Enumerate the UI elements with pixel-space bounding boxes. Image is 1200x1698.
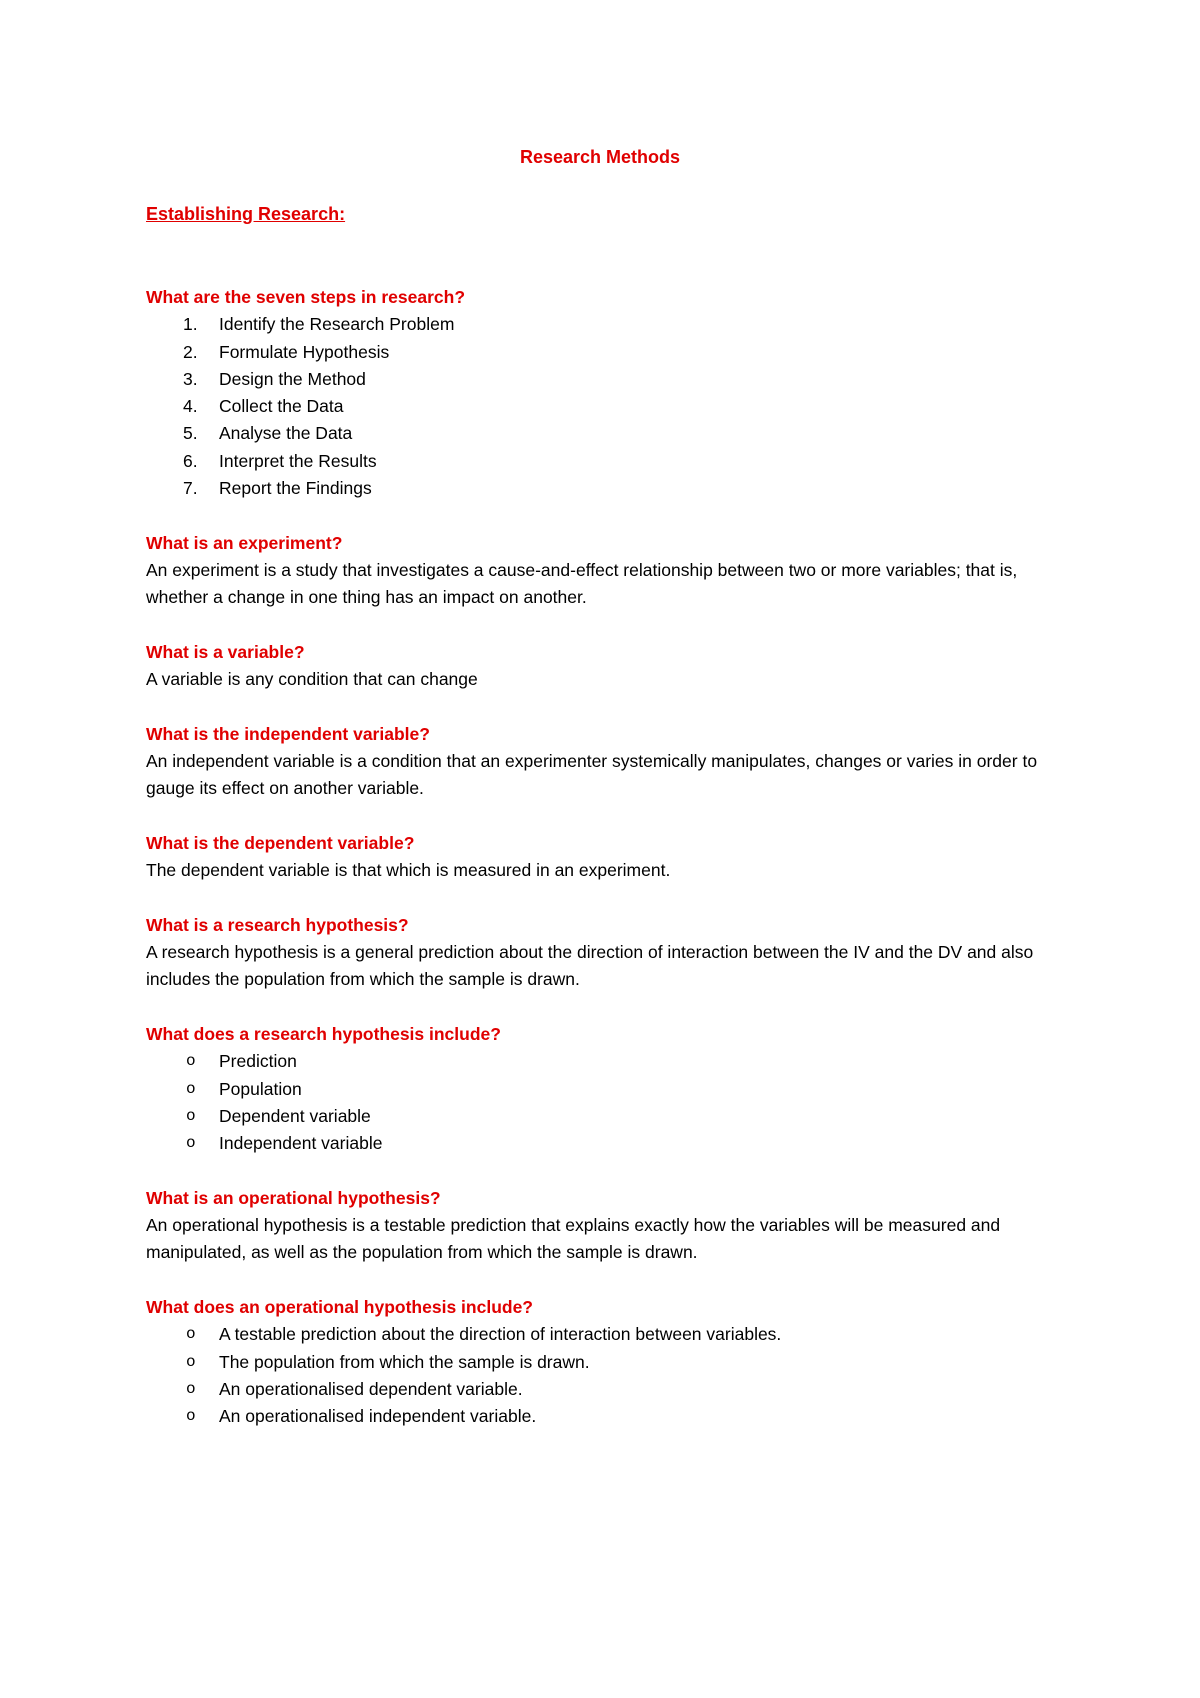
bullet-marker: o (186, 1407, 196, 1426)
question-heading: What are the seven steps in research? (146, 287, 466, 307)
spacer (146, 1267, 1056, 1294)
list-item (146, 1130, 1056, 1157)
bullet-marker: o (186, 1352, 196, 1371)
list-item-text: An operationalised dependent variable. (219, 1378, 523, 1399)
list-item (146, 1403, 1056, 1430)
list-item-text: Formulate Hypothesis (219, 341, 390, 362)
answer-paragraph: An operational hypothesis is a testable prediction that explains exactly how the variables will be measured and manipulated, as well as the population from which the sample is drawn. (146, 1215, 1001, 1263)
list-item (146, 475, 1056, 502)
question-heading: What is a variable? (146, 641, 305, 662)
bullet-marker: o (186, 1052, 196, 1071)
list-number: 1. (183, 314, 198, 335)
list-item-text: An operationalised independent variable. (219, 1406, 537, 1427)
list-item (146, 393, 1056, 420)
list-item-text: A testable prediction about the direction of interaction between variables. (219, 1324, 782, 1345)
list-item (146, 1349, 1056, 1376)
list-number: 6. (183, 450, 198, 471)
list-item-text: Prediction (219, 1051, 297, 1072)
bullet-marker: o (186, 1325, 196, 1344)
list-item (146, 366, 1056, 393)
spacer (146, 885, 1056, 912)
question-heading: What does a research hypothesis include? (146, 1024, 501, 1045)
spacer (146, 1158, 1056, 1185)
list-item-text: Independent variable (219, 1133, 383, 1154)
list-item-text: The population from which the sample is drawn. (219, 1351, 590, 1372)
list-item-text: Interpret the Results (219, 450, 377, 471)
spacer (146, 502, 1056, 529)
list-item-text: Identify the Research Problem (219, 314, 455, 335)
question-heading: What is an operational hypothesis? (146, 1187, 441, 1208)
list-item (146, 339, 1056, 366)
list-number: 7. (183, 478, 198, 499)
list-number: 5. (183, 423, 198, 444)
question-heading: What is the independent variable? (146, 723, 430, 744)
list-item (146, 420, 1056, 447)
list-item-text: Analyse the Data (219, 423, 353, 444)
section-heading: Establishing Research: (146, 204, 346, 224)
list-item (146, 1076, 1056, 1103)
list-item (146, 1048, 1056, 1075)
list-item (146, 448, 1056, 475)
document-title: Research Methods (519, 147, 681, 167)
question-heading: What does an operational hypothesis include? (146, 1296, 533, 1317)
spacer (146, 994, 1056, 1021)
spacer (146, 803, 1056, 830)
bullet-marker: o (186, 1079, 196, 1098)
list-item (146, 1321, 1056, 1348)
answer-paragraph: A variable is any condition that can change (146, 669, 478, 690)
numbered-list (146, 311, 1056, 502)
list-item-text: Report the Findings (219, 478, 372, 499)
document-body (146, 284, 1056, 1430)
question-heading: What is a research hypothesis? (146, 914, 409, 935)
answer-paragraph: An independent variable is a condition that an experimenter systemically manipulates, changes or varies in order to gauge its effect on another variable. (146, 751, 1038, 799)
spacer (146, 693, 1056, 720)
spacer (146, 612, 1056, 639)
bullet-marker: o (186, 1379, 196, 1398)
list-item (146, 1103, 1056, 1130)
question-heading: What is the dependent variable? (146, 832, 415, 853)
answer-paragraph: A research hypothesis is a general prediction about the direction of interaction between the IV and the DV and also includes the population from which the sample is drawn. (146, 942, 1034, 990)
list-number: 2. (183, 341, 198, 362)
bullet-marker: o (186, 1106, 196, 1125)
list-item-text: Design the Method (219, 368, 366, 389)
answer-paragraph: An experiment is a study that investigates a cause-and-effect relationship between two or more variables; that is, whether a change in one thing has an impact on another. (146, 559, 1018, 608)
bullet-marker: o (186, 1134, 196, 1153)
bullet-list (146, 1321, 1056, 1430)
question-heading: What is an experiment? (146, 532, 343, 553)
list-item-text: Dependent variable (219, 1105, 371, 1126)
answer-paragraph: The dependent variable is that which is measured in an experiment. (146, 860, 671, 881)
bullet-list (146, 1048, 1056, 1157)
list-item-text: Population (219, 1078, 302, 1099)
list-item-text: Collect the Data (219, 396, 344, 417)
list-number: 4. (183, 396, 198, 417)
list-number: 3. (183, 368, 198, 389)
list-item (146, 1376, 1056, 1403)
list-item (146, 311, 1056, 338)
